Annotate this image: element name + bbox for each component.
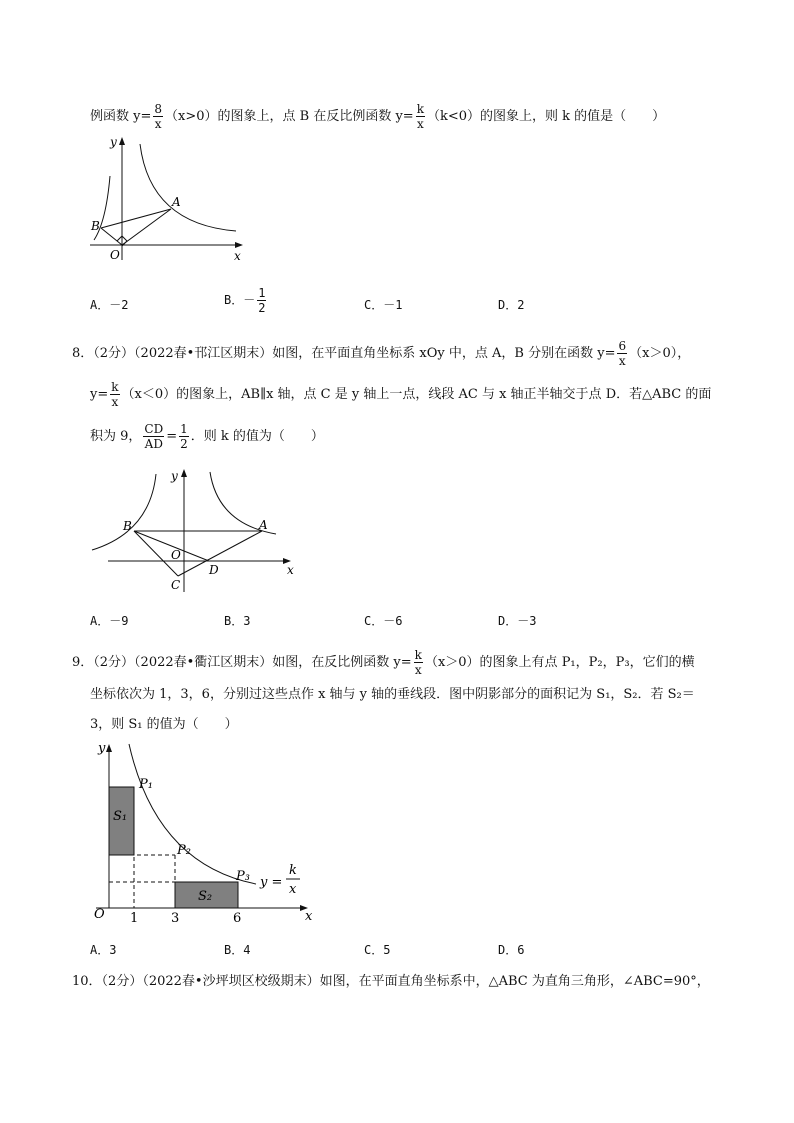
q7-fraction-1-den: x — [154, 117, 162, 131]
q7-fraction-1-num: 8 — [154, 102, 163, 116]
q7-figure — [88, 132, 253, 267]
q9-tick-1: 1 — [130, 911, 139, 926]
q7-label-a: A — [172, 195, 181, 209]
q7-fraction-2 — [416, 102, 425, 131]
q8-option-b[interactable]: B．3 — [224, 614, 251, 628]
q7-fraction-2-num: k — [416, 102, 424, 116]
q7-segment-oa — [122, 209, 171, 245]
q8-label-o: O — [171, 548, 181, 562]
q8-y-axis-arrow — [181, 469, 187, 477]
q8-label-b: B — [123, 519, 132, 533]
q8-option-d[interactable]: D．－3 — [498, 614, 537, 628]
q8-option-c[interactable]: C．－6 — [364, 614, 403, 628]
q8-label-x: x — [287, 563, 294, 577]
q7-label-b: B — [91, 219, 100, 233]
q7-stem-mid2: （k<0）的图象上，则 k 的值是（ ） — [426, 109, 666, 124]
q8-fraction-4 — [179, 422, 189, 451]
q9-label-p2: P₂ — [177, 843, 191, 858]
q8-stem-line-3 — [90, 422, 324, 451]
q9-option-a[interactable]: A．3 — [90, 943, 117, 957]
q7-x-axis-arrow — [235, 242, 243, 248]
q7-options — [90, 286, 590, 324]
q8-option-a[interactable]: A．－9 — [90, 614, 129, 628]
q7-label-o: O — [110, 248, 120, 262]
q9-option-d[interactable]: D．6 — [498, 943, 525, 957]
q7-label-y: y — [110, 135, 117, 149]
q8-fraction-4-den: 2 — [180, 437, 188, 451]
q9-options — [90, 941, 590, 959]
q8-fraction-3-num: CD — [144, 422, 164, 436]
q8-label-y: y — [171, 469, 178, 483]
q7-option-b-num: 1 — [258, 286, 266, 300]
q7-stem — [90, 102, 665, 131]
q9-curve — [129, 744, 256, 884]
q7-option-b[interactable] — [224, 286, 268, 315]
q9-figure — [88, 736, 323, 926]
q9-stem-line-2: 坐标依次为 1，3，6，分别过这些点作 x 轴与 y 轴的垂线段．图中阴影部分的面积记为 S₁，S₂．若 S₂＝ — [90, 687, 695, 702]
q7-option-b-label: B．－ — [224, 293, 256, 307]
q8-line1-pre: 8．（2分）（2022春•邗江区期末）如图，在平面直角坐标系 xOy 中，点 A，B 分别在函数 y= — [72, 346, 616, 361]
q8-line3-mid: = — [166, 429, 178, 444]
q9-line1-pre: 9．（2分）（2022春•衢江区期末）如图，在反比例函数 y= — [72, 655, 412, 670]
q7-option-a[interactable]: A．－2 — [90, 298, 129, 312]
q9-stem-line-1 — [72, 648, 695, 677]
q9-line1-post: （x＞0）的图象上有点 P₁，P₂，P₃，它们的横 — [424, 655, 695, 670]
q7-curve-positive — [140, 144, 236, 231]
q8-fraction-2-num: k — [111, 380, 119, 394]
q9-label-s2: S₂ — [198, 889, 213, 904]
q9-curve-label-num: k — [289, 863, 297, 878]
q9-fraction-1-num: k — [414, 648, 422, 662]
q8-line2-post: （x＜0）的图象上，AB∥x 轴，点 C 是 y 轴上一点，线段 AC 与 x 轴正半轴交于点 D．若△ABC 的面 — [121, 387, 712, 402]
q9-fraction-1 — [414, 648, 423, 677]
q7-segment-ab — [101, 209, 171, 228]
q7-y-axis-arrow — [119, 137, 125, 145]
q9-label-o: O — [94, 907, 105, 922]
q7-segment-ob — [101, 228, 122, 245]
q8-stem-line-2 — [90, 380, 711, 409]
q7-option-d[interactable]: D．2 — [498, 298, 525, 312]
q8-stem-line-1 — [72, 339, 690, 368]
q8-line3-pre: 积为 9， — [90, 429, 142, 444]
q8-figure — [88, 462, 308, 597]
q8-line2-pre: y= — [90, 387, 109, 402]
q8-fraction-3-den: AD — [144, 437, 163, 451]
q9-label-x: x — [305, 909, 313, 924]
q8-label-a: A — [259, 518, 268, 532]
q8-line1-post: （x＞0）， — [629, 346, 691, 361]
q8-line3-post: ．则 k 的值为（ ） — [190, 429, 324, 444]
q9-label-p1: P₁ — [139, 777, 153, 792]
q7-option-b-den: 2 — [258, 301, 266, 315]
q9-tick-3: 3 — [171, 911, 180, 926]
q9-label-y: y — [98, 741, 106, 756]
q9-label-p3: P₃ — [236, 869, 250, 884]
q8-fraction-2-den: x — [111, 395, 119, 409]
q9-tick-6: 6 — [233, 911, 242, 926]
q8-curve-negative — [92, 474, 156, 550]
q9-curve-label-y: y = — [260, 875, 283, 890]
q8-fraction-4-num: 1 — [180, 422, 188, 436]
q7-label-x: x — [234, 249, 241, 263]
q8-fraction-1-den: x — [618, 354, 626, 368]
q8-options — [90, 612, 590, 630]
q9-option-c[interactable]: C．5 — [364, 943, 391, 957]
q8-label-d: D — [209, 563, 219, 577]
q9-label-s1: S₁ — [113, 809, 128, 824]
q7-stem-pre: 例函数 y= — [90, 109, 152, 124]
q8-fraction-1 — [617, 339, 627, 368]
q7-fraction-1 — [153, 102, 163, 131]
q9-stem-line-3: 3，则 S₁ 的值为（ ） — [90, 717, 238, 732]
q8-fraction-1-num: 6 — [618, 339, 627, 353]
q10-stem-line-1: 10．（2分）（2022春•沙坪坝区校级期末）如图，在平面直角坐标系中，△ABC 为直角三角形，∠ABC=90°， — [72, 974, 710, 989]
q7-option-b-fraction — [257, 286, 266, 315]
q9-fraction-1-den: x — [414, 663, 422, 677]
q9-curve-label-den: x — [289, 882, 297, 897]
q7-fraction-2-den: x — [416, 117, 424, 131]
q8-label-c: C — [171, 578, 181, 592]
q8-fraction-2 — [110, 380, 119, 409]
q7-option-c[interactable]: C．－1 — [364, 298, 403, 312]
q9-y-axis-arrow — [106, 744, 112, 752]
q7-stem-mid1: （x>0）的图象上，点 B 在反比例函数 y= — [165, 109, 414, 124]
q9-option-b[interactable]: B．4 — [224, 943, 251, 957]
q8-fraction-3 — [143, 422, 164, 451]
